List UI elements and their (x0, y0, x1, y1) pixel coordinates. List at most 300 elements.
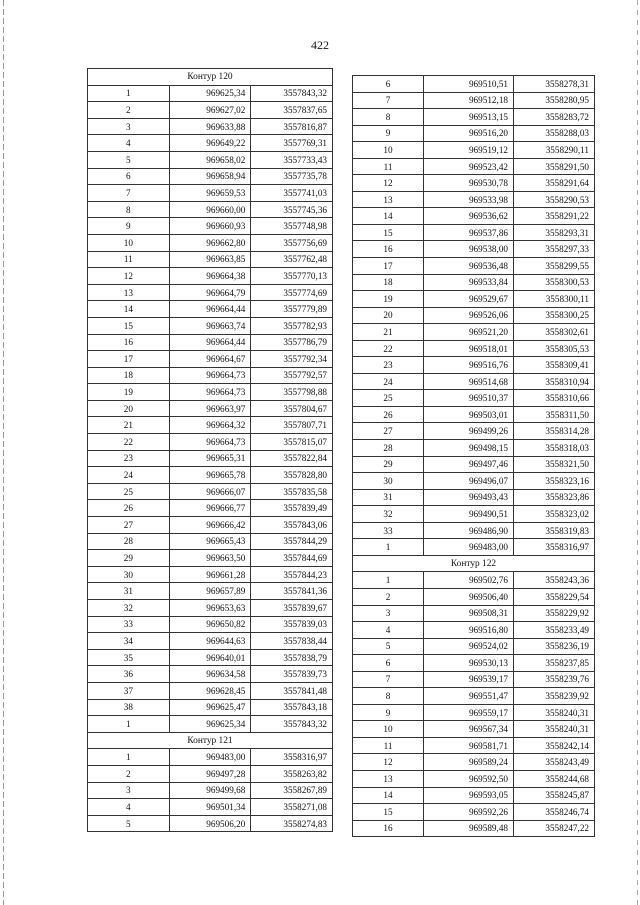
point-number-cell: 35 (88, 649, 170, 666)
y-coordinate-cell: 3557735,78 (251, 168, 333, 185)
point-number-cell: 20 (88, 400, 170, 417)
y-coordinate-cell: 3558300,53 (514, 274, 595, 291)
table-row (88, 533, 333, 550)
point-number-cell: 24 (88, 467, 170, 484)
y-coordinate-cell: 3557774,69 (251, 284, 333, 301)
y-coordinate-cell: 3558321,50 (514, 456, 595, 473)
x-coordinate-cell: 969660,93 (169, 218, 251, 235)
point-number-cell: 16 (88, 334, 170, 351)
table-row (88, 85, 333, 102)
y-coordinate-cell: 3557792,57 (251, 367, 333, 384)
point-number-cell: 25 (88, 483, 170, 500)
y-coordinate-cell: 3558243,49 (514, 754, 595, 771)
x-coordinate-cell: 969658,94 (169, 168, 251, 185)
y-coordinate-cell: 3558316,97 (514, 539, 595, 556)
x-coordinate-cell: 969537,86 (424, 224, 514, 241)
x-coordinate-cell: 969640,01 (169, 649, 251, 666)
point-number-cell: 8 (353, 109, 424, 126)
x-coordinate-cell: 969551,47 (424, 688, 514, 705)
x-coordinate-cell: 969634,58 (169, 666, 251, 683)
y-coordinate-cell: 3558310,66 (514, 390, 595, 407)
table-row (353, 274, 595, 291)
table-row (353, 754, 595, 771)
x-coordinate-cell: 969665,78 (169, 467, 251, 484)
x-coordinate-cell: 969664,79 (169, 284, 251, 301)
table-row (88, 566, 333, 583)
point-number-cell: 31 (88, 583, 170, 600)
x-coordinate-cell: 969665,43 (169, 533, 251, 550)
contour-header-row (88, 732, 333, 749)
table-row (88, 135, 333, 152)
x-coordinate-cell: 969653,63 (169, 600, 251, 617)
table-row (88, 749, 333, 766)
x-coordinate-cell: 969483,00 (424, 539, 514, 556)
table-row (88, 666, 333, 683)
x-coordinate-cell: 969664,32 (169, 417, 251, 434)
x-coordinate-cell: 969662,80 (169, 234, 251, 251)
x-coordinate-cell: 969497,46 (424, 456, 514, 473)
table-row (353, 506, 595, 523)
x-coordinate-cell: 969559,17 (424, 704, 514, 721)
y-coordinate-cell: 3557839,67 (251, 600, 333, 617)
contour-header-row (88, 69, 333, 86)
table-row (88, 649, 333, 666)
y-coordinate-cell: 3557839,73 (251, 666, 333, 683)
x-coordinate-cell: 969581,71 (424, 737, 514, 754)
y-coordinate-cell: 3558290,53 (514, 191, 595, 208)
x-coordinate-cell: 969538,00 (424, 241, 514, 258)
point-number-cell: 4 (88, 799, 170, 816)
y-coordinate-cell: 3557828,80 (251, 467, 333, 484)
x-coordinate-cell: 969493,43 (424, 489, 514, 506)
y-coordinate-cell: 3557804,67 (251, 400, 333, 417)
y-coordinate-cell: 3558233,49 (514, 622, 595, 639)
table-row (88, 517, 333, 534)
table-row (353, 787, 595, 804)
x-coordinate-cell: 969664,44 (169, 301, 251, 318)
point-number-cell: 15 (353, 224, 424, 241)
contour-title: Контур 121 (88, 732, 333, 749)
x-coordinate-cell: 969510,37 (424, 390, 514, 407)
x-coordinate-cell: 969627,02 (169, 102, 251, 119)
y-coordinate-cell: 3558244,68 (514, 770, 595, 787)
y-coordinate-cell: 3557762,48 (251, 251, 333, 268)
table-row (88, 782, 333, 799)
point-number-cell: 29 (88, 550, 170, 567)
x-coordinate-cell: 969666,42 (169, 517, 251, 534)
table-row (88, 400, 333, 417)
x-coordinate-cell: 969661,28 (169, 566, 251, 583)
table-row (88, 218, 333, 235)
table-row (353, 721, 595, 738)
x-coordinate-cell: 969523,42 (424, 158, 514, 175)
table-row (88, 268, 333, 285)
y-coordinate-cell: 3557741,03 (251, 185, 333, 202)
y-coordinate-cell: 3558291,64 (514, 175, 595, 192)
point-number-cell: 33 (88, 616, 170, 633)
y-coordinate-cell: 3558236,19 (514, 638, 595, 655)
point-number-cell: 37 (88, 682, 170, 699)
y-coordinate-cell: 3558229,54 (514, 588, 595, 605)
table-row (88, 334, 333, 351)
x-coordinate-cell: 969665,31 (169, 450, 251, 467)
y-coordinate-cell: 3558310,94 (514, 373, 595, 390)
table-row (88, 616, 333, 633)
point-number-cell: 21 (88, 417, 170, 434)
y-coordinate-cell: 3557839,49 (251, 500, 333, 517)
table-row (353, 406, 595, 423)
table-row (88, 633, 333, 650)
point-number-cell: 12 (353, 754, 424, 771)
table-row (88, 815, 333, 832)
x-coordinate-cell: 969666,07 (169, 483, 251, 500)
point-number-cell: 1 (353, 572, 424, 589)
x-coordinate-cell: 969510,51 (424, 76, 514, 93)
table-row (88, 417, 333, 434)
table-row (88, 168, 333, 185)
point-number-cell: 7 (353, 92, 424, 109)
y-coordinate-cell: 3558280,95 (514, 92, 595, 109)
x-coordinate-cell: 969628,45 (169, 682, 251, 699)
point-number-cell: 10 (88, 234, 170, 251)
point-number-cell: 5 (88, 815, 170, 832)
y-coordinate-cell: 3557782,93 (251, 317, 333, 334)
x-coordinate-cell: 969589,48 (424, 820, 514, 837)
point-number-cell: 23 (88, 450, 170, 467)
table-row (353, 456, 595, 473)
point-number-cell: 2 (88, 765, 170, 782)
table-row (353, 588, 595, 605)
x-coordinate-cell: 969526,06 (424, 307, 514, 324)
table-row (353, 804, 595, 821)
table-row (353, 770, 595, 787)
point-number-cell: 3 (353, 605, 424, 622)
x-coordinate-cell: 969501,34 (169, 799, 251, 816)
page-edge-right (637, 0, 638, 905)
table-row (88, 682, 333, 699)
table-row (88, 583, 333, 600)
x-coordinate-cell: 969663,97 (169, 400, 251, 417)
x-coordinate-cell: 969516,20 (424, 125, 514, 142)
table-row (88, 550, 333, 567)
page-number: 422 (311, 38, 329, 52)
point-number-cell: 1 (88, 716, 170, 733)
table-row (88, 301, 333, 318)
x-coordinate-cell: 969530,78 (424, 175, 514, 192)
table-row (353, 622, 595, 639)
table-row (353, 522, 595, 539)
point-number-cell: 6 (88, 168, 170, 185)
x-coordinate-cell: 969498,15 (424, 440, 514, 457)
table-row (353, 357, 595, 374)
point-number-cell: 2 (353, 588, 424, 605)
y-coordinate-cell: 3557841,48 (251, 682, 333, 699)
point-number-cell: 9 (88, 218, 170, 235)
point-number-cell: 6 (353, 655, 424, 672)
point-number-cell: 13 (88, 284, 170, 301)
y-coordinate-cell: 3557843,06 (251, 517, 333, 534)
table-row (88, 600, 333, 617)
x-coordinate-cell: 969664,38 (169, 268, 251, 285)
table-row (353, 258, 595, 275)
point-number-cell: 14 (353, 208, 424, 225)
table-row (353, 291, 595, 308)
point-number-cell: 5 (88, 151, 170, 168)
y-coordinate-cell: 3558291,50 (514, 158, 595, 175)
x-coordinate-cell: 969650,82 (169, 616, 251, 633)
point-number-cell: 4 (88, 135, 170, 152)
table-row (88, 367, 333, 384)
contour-title: Контур 120 (88, 69, 333, 86)
x-coordinate-cell: 969592,50 (424, 770, 514, 787)
x-coordinate-cell: 969625,47 (169, 699, 251, 716)
table-row (88, 351, 333, 368)
y-coordinate-cell: 3558263,82 (251, 765, 333, 782)
y-coordinate-cell: 3558274,83 (251, 815, 333, 832)
x-coordinate-cell: 969664,44 (169, 334, 251, 351)
y-coordinate-cell: 3557745,36 (251, 201, 333, 218)
point-number-cell: 32 (353, 506, 424, 523)
table-row (353, 191, 595, 208)
table-row (353, 638, 595, 655)
x-coordinate-cell: 969633,88 (169, 118, 251, 135)
right-coordinates-table (352, 75, 595, 837)
y-coordinate-cell: 3557756,69 (251, 234, 333, 251)
point-number-cell: 3 (88, 118, 170, 135)
point-number-cell: 17 (88, 351, 170, 368)
x-coordinate-cell: 969516,76 (424, 357, 514, 374)
point-number-cell: 9 (353, 125, 424, 142)
y-coordinate-cell: 3558305,53 (514, 340, 595, 357)
x-coordinate-cell: 969519,12 (424, 142, 514, 159)
table-row (353, 125, 595, 142)
y-coordinate-cell: 3557748,98 (251, 218, 333, 235)
table-row (353, 241, 595, 258)
y-coordinate-cell: 3558291,22 (514, 208, 595, 225)
point-number-cell: 8 (353, 688, 424, 705)
table-row (88, 317, 333, 334)
x-coordinate-cell: 969506,40 (424, 588, 514, 605)
point-number-cell: 7 (353, 671, 424, 688)
table-row (353, 820, 595, 837)
contour-header-row (353, 555, 595, 572)
table-row (353, 688, 595, 705)
x-coordinate-cell: 969508,31 (424, 605, 514, 622)
table-row (353, 737, 595, 754)
y-coordinate-cell: 3557769,31 (251, 135, 333, 152)
point-number-cell: 30 (353, 473, 424, 490)
point-number-cell: 18 (88, 367, 170, 384)
table-row (353, 704, 595, 721)
x-coordinate-cell: 969497,28 (169, 765, 251, 782)
table-row (88, 434, 333, 451)
y-coordinate-cell: 3558323,16 (514, 473, 595, 490)
x-coordinate-cell: 969567,34 (424, 721, 514, 738)
table-row (353, 340, 595, 357)
table-row (88, 185, 333, 202)
contour-title: Контур 122 (353, 555, 595, 572)
y-coordinate-cell: 3557835,58 (251, 483, 333, 500)
point-number-cell: 27 (88, 517, 170, 534)
table-row (88, 201, 333, 218)
y-coordinate-cell: 3557779,89 (251, 301, 333, 318)
point-number-cell: 8 (88, 201, 170, 218)
y-coordinate-cell: 3557792,34 (251, 351, 333, 368)
y-coordinate-cell: 3557815,07 (251, 434, 333, 451)
y-coordinate-cell: 3558311,50 (514, 406, 595, 423)
point-number-cell: 36 (88, 666, 170, 683)
point-number-cell: 5 (353, 638, 424, 655)
point-number-cell: 32 (88, 600, 170, 617)
y-coordinate-cell: 3558288,03 (514, 125, 595, 142)
x-coordinate-cell: 969503,01 (424, 406, 514, 423)
x-coordinate-cell: 969530,13 (424, 655, 514, 672)
x-coordinate-cell: 969533,98 (424, 191, 514, 208)
point-number-cell: 33 (353, 522, 424, 539)
point-number-cell: 7 (88, 185, 170, 202)
point-number-cell: 19 (88, 384, 170, 401)
point-number-cell: 29 (353, 456, 424, 473)
x-coordinate-cell: 969521,20 (424, 324, 514, 341)
point-number-cell: 25 (353, 390, 424, 407)
table-row (88, 699, 333, 716)
y-coordinate-cell: 3558240,31 (514, 704, 595, 721)
x-coordinate-cell: 969499,68 (169, 782, 251, 799)
x-coordinate-cell: 969513,15 (424, 109, 514, 126)
x-coordinate-cell: 969496,07 (424, 473, 514, 490)
point-number-cell: 26 (353, 406, 424, 423)
x-coordinate-cell: 969625,34 (169, 716, 251, 733)
y-coordinate-cell: 3558283,72 (514, 109, 595, 126)
x-coordinate-cell: 969644,63 (169, 633, 251, 650)
table-row (353, 572, 595, 589)
table-row (353, 224, 595, 241)
x-coordinate-cell: 969539,17 (424, 671, 514, 688)
point-number-cell: 13 (353, 770, 424, 787)
point-number-cell: 38 (88, 699, 170, 716)
x-coordinate-cell: 969516,80 (424, 622, 514, 639)
y-coordinate-cell: 3557844,23 (251, 566, 333, 583)
point-number-cell: 16 (353, 241, 424, 258)
y-coordinate-cell: 3557798,88 (251, 384, 333, 401)
point-number-cell: 18 (353, 274, 424, 291)
x-coordinate-cell: 969502,76 (424, 572, 514, 589)
table-row (353, 109, 595, 126)
y-coordinate-cell: 3558300,11 (514, 291, 595, 308)
point-number-cell: 22 (88, 434, 170, 451)
y-coordinate-cell: 3558246,74 (514, 804, 595, 821)
table-row (88, 799, 333, 816)
x-coordinate-cell: 969506,20 (169, 815, 251, 832)
table-row (353, 655, 595, 672)
x-coordinate-cell: 969663,85 (169, 251, 251, 268)
point-number-cell: 15 (88, 317, 170, 334)
x-coordinate-cell: 969499,26 (424, 423, 514, 440)
y-coordinate-cell: 3558300,25 (514, 307, 595, 324)
table-row (88, 765, 333, 782)
point-number-cell: 11 (353, 737, 424, 754)
y-coordinate-cell: 3558318,03 (514, 440, 595, 457)
table-row (88, 102, 333, 119)
table-row (353, 423, 595, 440)
point-number-cell: 23 (353, 357, 424, 374)
y-coordinate-cell: 3558229,92 (514, 605, 595, 622)
y-coordinate-cell: 3557822,84 (251, 450, 333, 467)
x-coordinate-cell: 969533,84 (424, 274, 514, 291)
x-coordinate-cell: 969664,73 (169, 367, 251, 384)
table-row (88, 118, 333, 135)
point-number-cell: 27 (353, 423, 424, 440)
left-table-body (88, 69, 333, 832)
point-number-cell: 13 (353, 191, 424, 208)
point-number-cell: 14 (353, 787, 424, 804)
point-number-cell: 16 (353, 820, 424, 837)
y-coordinate-cell: 3558302,61 (514, 324, 595, 341)
point-number-cell: 11 (353, 158, 424, 175)
y-coordinate-cell: 3557770,13 (251, 268, 333, 285)
table-row (353, 76, 595, 93)
point-number-cell: 1 (353, 539, 424, 556)
x-coordinate-cell: 969536,62 (424, 208, 514, 225)
y-coordinate-cell: 3558245,87 (514, 787, 595, 804)
y-coordinate-cell: 3557844,29 (251, 533, 333, 550)
left-coordinates-column (87, 68, 333, 832)
x-coordinate-cell: 969664,67 (169, 351, 251, 368)
table-row (353, 307, 595, 324)
y-coordinate-cell: 3557733,43 (251, 151, 333, 168)
x-coordinate-cell: 969589,24 (424, 754, 514, 771)
point-number-cell: 4 (353, 622, 424, 639)
point-number-cell: 28 (353, 440, 424, 457)
y-coordinate-cell: 3557838,44 (251, 633, 333, 650)
y-coordinate-cell: 3557838,79 (251, 649, 333, 666)
x-coordinate-cell: 969490,51 (424, 506, 514, 523)
y-coordinate-cell: 3558299,55 (514, 258, 595, 275)
table-row (88, 483, 333, 500)
y-coordinate-cell: 3558309,41 (514, 357, 595, 374)
table-row (353, 671, 595, 688)
y-coordinate-cell: 3557807,71 (251, 417, 333, 434)
x-coordinate-cell: 969664,73 (169, 384, 251, 401)
left-coordinates-table (87, 68, 333, 832)
y-coordinate-cell: 3558323,86 (514, 489, 595, 506)
point-number-cell: 22 (353, 340, 424, 357)
x-coordinate-cell: 969649,22 (169, 135, 251, 152)
x-coordinate-cell: 969524,02 (424, 638, 514, 655)
point-number-cell: 3 (88, 782, 170, 799)
point-number-cell: 31 (353, 489, 424, 506)
y-coordinate-cell: 3558243,36 (514, 572, 595, 589)
x-coordinate-cell: 969663,74 (169, 317, 251, 334)
y-coordinate-cell: 3558293,31 (514, 224, 595, 241)
y-coordinate-cell: 3557816,87 (251, 118, 333, 135)
y-coordinate-cell: 3557837,65 (251, 102, 333, 119)
point-number-cell: 11 (88, 251, 170, 268)
point-number-cell: 1 (88, 85, 170, 102)
point-number-cell: 15 (353, 804, 424, 821)
y-coordinate-cell: 3558239,92 (514, 688, 595, 705)
table-row (353, 158, 595, 175)
table-row (88, 251, 333, 268)
x-coordinate-cell: 969514,68 (424, 373, 514, 390)
point-number-cell: 12 (88, 268, 170, 285)
x-coordinate-cell: 969483,00 (169, 749, 251, 766)
y-coordinate-cell: 3557841,36 (251, 583, 333, 600)
x-coordinate-cell: 969658,02 (169, 151, 251, 168)
y-coordinate-cell: 3558242,14 (514, 737, 595, 754)
y-coordinate-cell: 3557786,79 (251, 334, 333, 351)
y-coordinate-cell: 3558247,22 (514, 820, 595, 837)
